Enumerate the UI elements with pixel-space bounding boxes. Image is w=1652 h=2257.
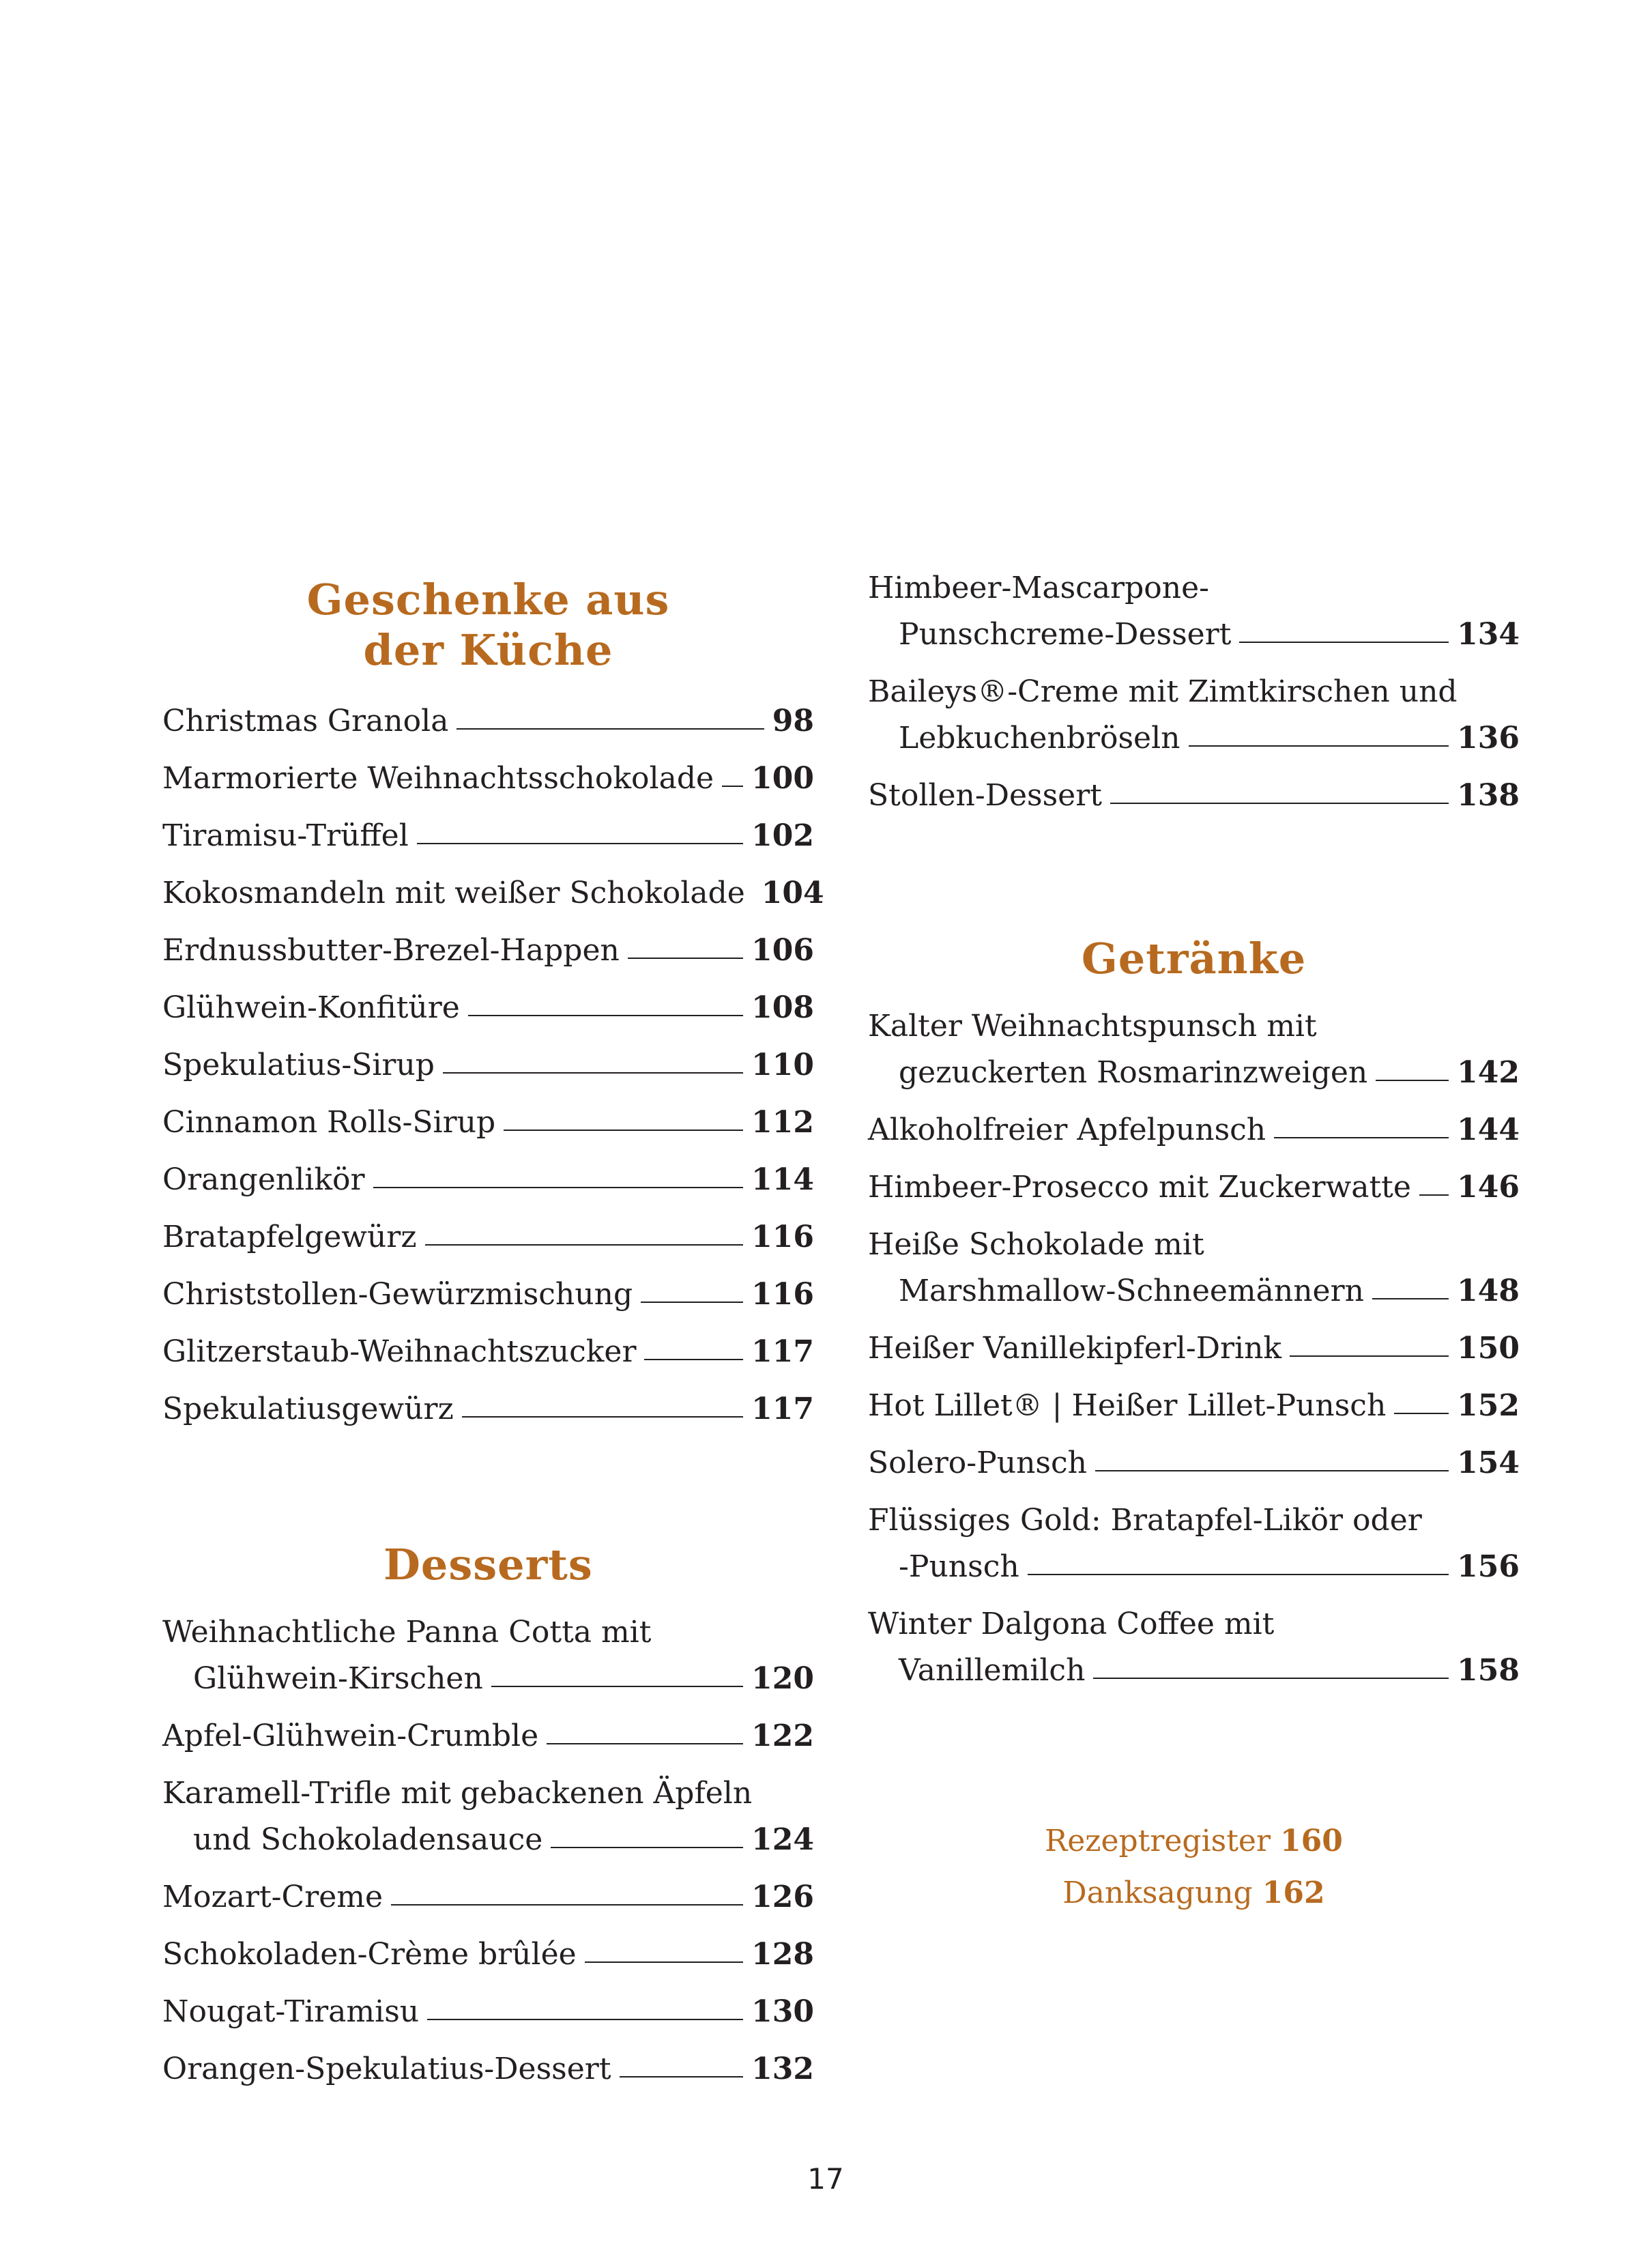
entry-title: Marmorierte Weihnachtsschokolade [162, 761, 714, 796]
leader-line [468, 1014, 743, 1016]
heading-line: Geschenke aus [306, 575, 670, 624]
appendix-link-danksagung[interactable] [868, 1867, 1520, 1919]
entry-page: 144 [1457, 1112, 1520, 1147]
entry-page: 112 [751, 1105, 814, 1140]
entry-title: Tiramisu-Trüffel [162, 818, 409, 853]
entry-title-line1: Himbeer-Mascarpone- [868, 571, 1209, 605]
toc-entry[interactable] [162, 813, 814, 859]
leader-line [585, 1961, 743, 1963]
entry-title: Christmas Granola [162, 704, 449, 738]
toc-entry[interactable] [162, 1989, 814, 2035]
entry-page: 136 [1457, 721, 1520, 756]
entry-title: Orangenlikör [162, 1162, 365, 1197]
toc-entry[interactable] [868, 1601, 1520, 1694]
entry-title: Marshmallow-Schneemännern [899, 1274, 1364, 1308]
entry-page: 117 [751, 1334, 814, 1369]
entry-page: 138 [1457, 778, 1520, 813]
entry-title: und Schokoladensauce [193, 1822, 543, 1857]
entry-title: Alkoholfreier Apfelpunsch [868, 1112, 1266, 1147]
entry-page: 100 [751, 761, 814, 796]
entry-title: Schokoladen-Crème brûlée [162, 1937, 577, 1972]
toc-entry[interactable] [868, 669, 1520, 762]
toc-entry[interactable] [162, 1271, 814, 1318]
entry-title: Hot Lillet® | Heißer Lillet-Punsch [868, 1388, 1387, 1423]
toc-entry[interactable] [868, 565, 1520, 658]
toc-entry[interactable] [162, 1042, 814, 1089]
toc-entry[interactable] [162, 1609, 814, 1702]
leader-line [644, 1358, 743, 1360]
section-heading-desserts [162, 1540, 814, 1590]
leader-line [504, 1129, 743, 1131]
entry-title: gezuckerten Rosmarinzweigen [899, 1055, 1368, 1090]
entry-title: Orangen-Spekulatius-Dessert [162, 2052, 611, 2086]
entry-page: 108 [751, 990, 814, 1025]
entry-title: Mozart-Creme [162, 1880, 383, 1914]
leader-line [1274, 1136, 1449, 1138]
entry-title-line1: Karamell-Trifle mit gebackenen Äpfeln [162, 1776, 753, 1811]
entry-page: 134 [1457, 617, 1520, 652]
entry-title: Lebkuchenbröseln [899, 721, 1180, 756]
entry-page: 156 [1457, 1549, 1520, 1584]
entry-title-line1: Flüssiges Gold: Bratapfel-Likör oder [868, 1503, 1422, 1538]
toc-entry[interactable] [162, 1713, 814, 1759]
toc-entry[interactable] [868, 1222, 1520, 1314]
toc-entry[interactable] [162, 928, 814, 974]
leader-line [1189, 745, 1449, 747]
leader-line [417, 842, 743, 844]
leader-line [1419, 1194, 1449, 1196]
entry-title: Glitzerstaub-Weihnachtszucker [162, 1334, 637, 1369]
leader-line [373, 1186, 744, 1188]
heading-line: Desserts [383, 1540, 593, 1590]
entry-page: 130 [751, 1994, 814, 2029]
entry-title-line1: Weihnachtliche Panna Cotta mit [162, 1615, 652, 1650]
leader-line [1095, 1469, 1449, 1471]
entry-title: Cinnamon Rolls-Sirup [162, 1105, 496, 1140]
toc-entry[interactable] [162, 1099, 814, 1146]
entry-page: 126 [751, 1880, 814, 1914]
entry-page: 116 [751, 1277, 814, 1312]
entry-page: 106 [751, 933, 814, 968]
entry-page: 132 [751, 2052, 814, 2086]
toc-entry[interactable] [162, 985, 814, 1031]
toc-entry[interactable] [868, 1107, 1520, 1153]
entry-title: Christstollen-Gewürzmischung [162, 1277, 633, 1312]
toc-entry[interactable] [162, 756, 814, 802]
leader-line [1376, 1079, 1449, 1081]
leader-line [491, 1685, 743, 1687]
entry-page: 102 [751, 818, 814, 853]
leader-line [551, 1846, 743, 1848]
entry-title: Solero-Punsch [868, 1446, 1087, 1480]
toc-entry[interactable] [868, 1164, 1520, 1211]
leader-line [1372, 1297, 1449, 1299]
leader-line [443, 1072, 743, 1074]
entry-title: Himbeer-Prosecco mit Zuckerwatte [868, 1170, 1411, 1205]
entry-page: 148 [1457, 1274, 1520, 1308]
entry-title: Glühwein-Kirschen [193, 1661, 483, 1696]
toc-entry[interactable] [162, 1329, 814, 1375]
entry-page: 122 [751, 1719, 814, 1753]
entry-title: Spekulatiusgewürz [162, 1392, 454, 1426]
appendix-label: Danksagung [1062, 1875, 1253, 1910]
leader-line [391, 1903, 743, 1906]
toc-entry[interactable] [162, 698, 814, 745]
entry-title: Vanillemilch [899, 1653, 1086, 1688]
entry-page: 104 [761, 876, 824, 910]
entry-title-line1: Heiße Schokolade mit [868, 1227, 1204, 1262]
appendix-link-rezeptregister[interactable] [868, 1815, 1520, 1867]
entry-page: 114 [751, 1162, 814, 1197]
entry-title: Glühwein-Konfitüre [162, 990, 460, 1025]
leader-line [427, 2018, 743, 2020]
entry-title: Erdnussbutter-Brezel-Happen [162, 933, 620, 968]
appendix-label: Rezeptregister [1045, 1824, 1271, 1858]
entry-page: 120 [751, 1661, 814, 1696]
leader-line [457, 728, 764, 730]
entry-title: Bratapfelgewürz [162, 1220, 417, 1254]
leader-line [425, 1243, 744, 1246]
toc-entry[interactable] [162, 1157, 814, 1203]
toc-entry[interactable] [162, 1931, 814, 1978]
leader-line [547, 1742, 743, 1744]
toc-entry[interactable] [868, 1497, 1520, 1590]
leader-line [641, 1301, 743, 1303]
entry-title: Apfel-Glühwein-Crumble [162, 1719, 539, 1753]
leader-line [1110, 802, 1449, 804]
entry-title-line1: Baileys®-Creme mit Zimtkirschen und [868, 674, 1458, 709]
leader-line [1028, 1573, 1449, 1575]
toc-entry[interactable] [162, 1770, 814, 1863]
toc-entry[interactable] [868, 1003, 1520, 1096]
entry-page: 128 [751, 1937, 814, 1972]
appendix-page: 162 [1262, 1875, 1325, 1910]
entry-page: 154 [1457, 1446, 1520, 1480]
entry-page: 116 [751, 1220, 814, 1254]
toc-entry[interactable] [868, 1440, 1520, 1486]
entry-page: 142 [1457, 1055, 1520, 1090]
entry-title: Heißer Vanillekipferl-Drink [868, 1331, 1282, 1366]
toc-entry[interactable] [162, 870, 824, 917]
leader-line [1394, 1412, 1449, 1414]
toc-entry[interactable] [868, 1325, 1520, 1372]
section-heading-geschenke [162, 575, 814, 676]
section-heading-getraenke [868, 934, 1520, 984]
leader-line [722, 785, 743, 787]
appendix-links [868, 1815, 1520, 1919]
entry-title: Punschcreme-Dessert [899, 617, 1232, 652]
leader-line [1290, 1355, 1449, 1357]
entry-page: 158 [1457, 1653, 1520, 1688]
entry-page: 146 [1457, 1170, 1520, 1205]
entry-title: -Punsch [899, 1549, 1019, 1584]
leader-line [1093, 1677, 1449, 1679]
toc-entry[interactable] [868, 773, 1520, 819]
entry-title: Nougat-Tiramisu [162, 1994, 420, 2029]
toc-entry[interactable] [162, 2046, 814, 2093]
entry-title-line1: Kalter Weihnachtspunsch mit [868, 1009, 1317, 1044]
leader-line [620, 2075, 744, 2078]
leader-line [1239, 641, 1449, 643]
entry-title: Stollen-Dessert [868, 778, 1102, 813]
toc-entry[interactable] [162, 1386, 814, 1433]
entry-page: 98 [772, 704, 814, 738]
entry-page: 117 [751, 1392, 814, 1426]
entry-page: 124 [751, 1822, 814, 1857]
entry-page: 152 [1457, 1388, 1520, 1423]
leader-line [628, 957, 743, 959]
entry-title: Kokosmandeln mit weißer Schokolade [162, 876, 745, 910]
entry-page: 150 [1457, 1331, 1520, 1366]
leader-line [462, 1415, 743, 1418]
page-number: 17 [807, 2162, 844, 2196]
appendix-page: 160 [1280, 1824, 1343, 1858]
entry-page: 110 [751, 1048, 814, 1082]
heading-line: der Küche [363, 625, 613, 675]
heading-line: Getränke [1081, 934, 1307, 983]
toc-entry[interactable] [868, 1383, 1520, 1429]
toc-entry[interactable] [162, 1874, 814, 1921]
toc-entry[interactable] [162, 1214, 814, 1261]
entry-title: Spekulatius-Sirup [162, 1048, 435, 1082]
entry-title-line1: Winter Dalgona Coffee mit [868, 1607, 1275, 1641]
